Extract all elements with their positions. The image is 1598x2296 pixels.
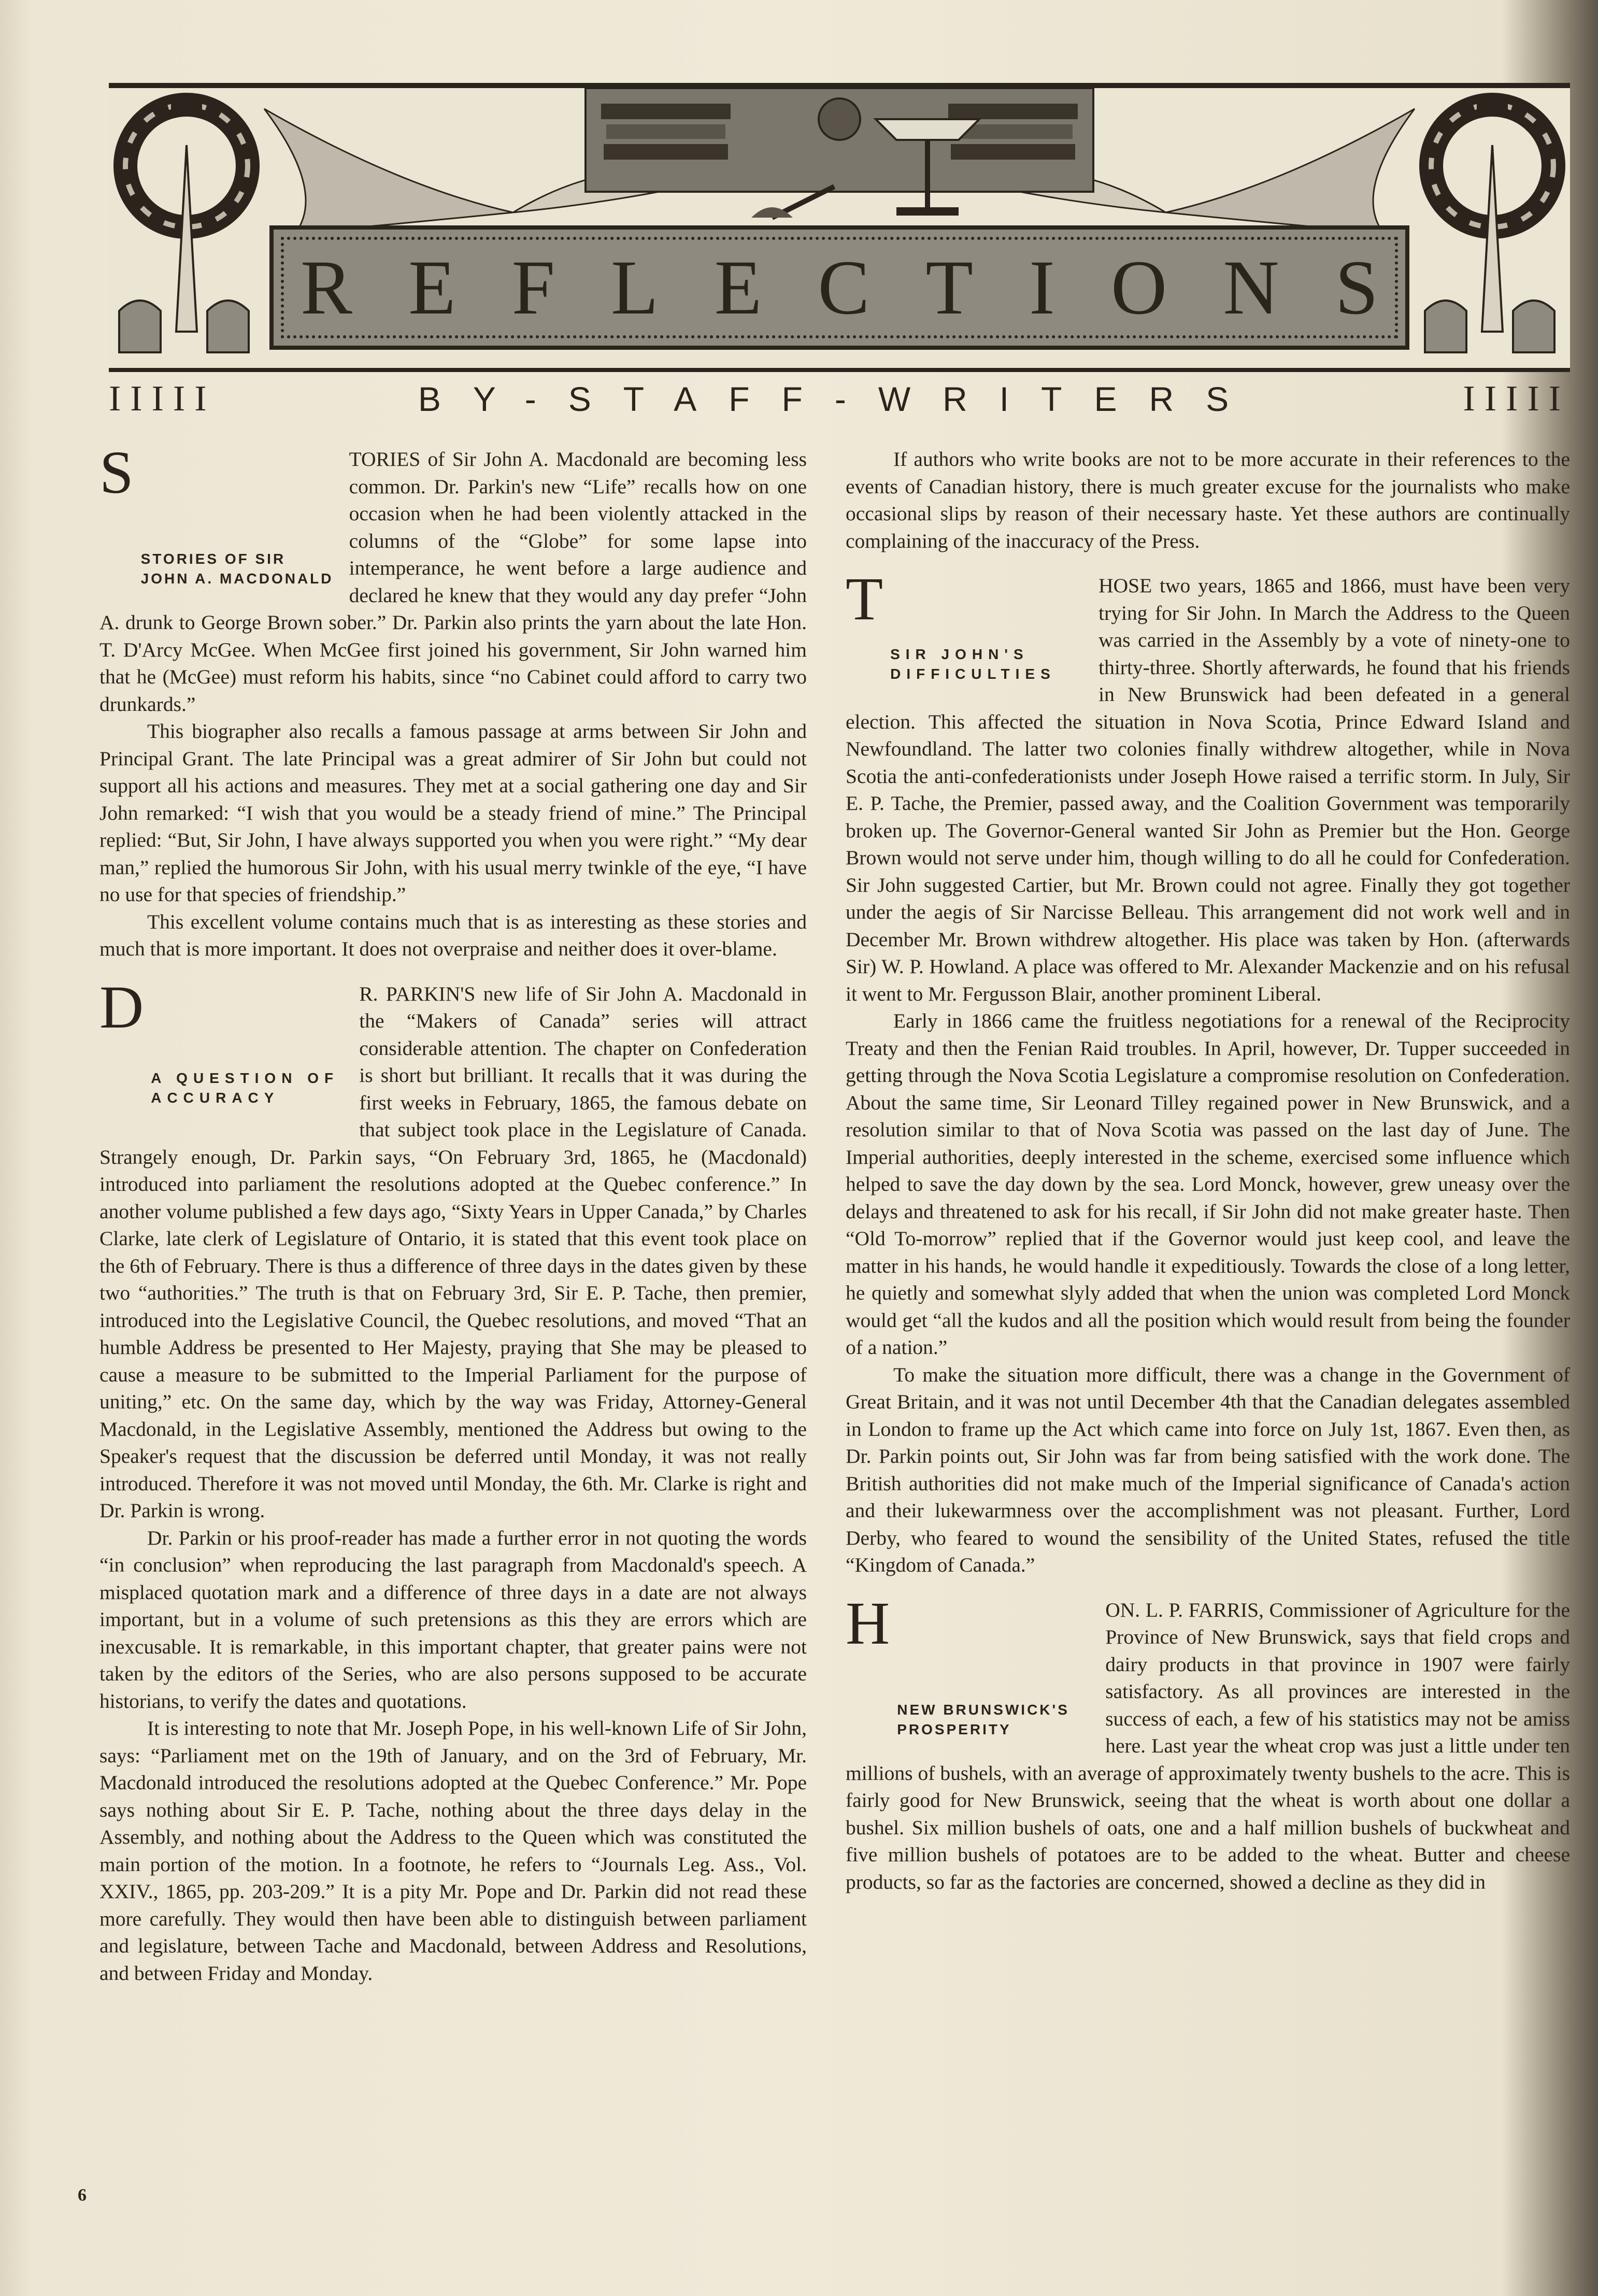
byline-ticks-left: IIIII — [109, 379, 216, 419]
article-sir-johns-difficulties — [846, 565, 1570, 1579]
paragraph: If authors who write books are not to be more accurate in their references to the events of Canadian history, there is much greater excuse for the journalists who make occasional slips by reason of their necessary haste. Yet these authors are continually complaining of the inaccuracy of the Press. — [846, 448, 1570, 552]
drop-cap: D — [99, 973, 144, 1041]
paragraph: Early in 1866 came the fruitless negotiations for a renewal of the Reciprocity Treaty and then the Fenian Raid troubles. In April, however, Dr. Tupper succeeded in getting through the Nova Scotia Legislature a compromise resolution on Confederation. About the same time, Sir Leonard Tilley regained power in New Brunswick, and a resolution similar to that of Nova Scotia was passed on the last day of June. The Imperial authorities, deeply interested in the scheme, exercised some influence which helped to save the day down by the sea. Lord Monck, however, grew uneasy over the delays and threatened to ask for his recall, if Sir John did not make greater haste. Then “Old To-morrow” replied that if the Governor would just keep cool, and leave the matter in his hands, he would handle it expeditiously. Towards the close of a long letter, he quietly and somewhat slyly added that when the union was completed Lord Monck would get “all the kudos and all the position which would result from being the founder of a nation.” — [846, 1009, 1570, 1359]
paragraph: This excellent volume contains much that is as interesting as these stories and much that is more important. It does not overpraise and neither does it over-blame. — [99, 910, 807, 960]
side-heading: NEW BRUNSWICK'S PROSPERITY — [897, 1701, 1069, 1737]
byline-bar — [109, 378, 1570, 420]
paragraph: HOSE two years, 1865 and 1866, must have been very trying for Sir John. In March the Address to the Queen was carried in the Assembly by a vote of ninety-one to thirty-three. Shortly afterwards, he found that his friends in New Brunswick had been defeated in a general election. This affected the situation in Nova Scotia, Prince Edward Island and Newfoundland. The latter two colonies finally withdrew altogether, while in Nova Scotia the anti-confederationists under Joseph Howe raised a terrific storm. In July, Sir E. P. Tache, the Premier, passed away, and the Coalition Government was temporarily broken up. The Governor-General wanted Sir John as Premier but the Hon. George Brown would not serve under him, though willing to do all he could for Confederation. Sir John suggested Cartier, but Mr. Brown could not agree. Finally they got together under the aegis of Sir Narcisse Belleau. This arrangement did not work well and in December Mr. Brown withdrew altogether. His place was taken by Hon. (afterwards Sir) W. P. Howland. A place was offered to Mr. Alexander Mackenzie and on his refusal it went to Mr. Fergusson Blair, another prominent Liberal. — [846, 574, 1570, 1005]
article-question-of-accuracy — [99, 973, 807, 1987]
header-rule-bottom — [109, 368, 1570, 372]
paragraph: Dr. Parkin or his proof-reader has made a further error in not quoting the words “in conclusion” when reproducing the last paragraph from Macdonald's speech. A misplaced quotation mark and a difference of three days in a date are not always important, but in a volume of such pretensions as this they are errors which are inexcusable. It is remarkable, in this important chapter, that greater pains were not taken by the editors of the Series, who are also persons supposed to be accurate historians, to verify the dates and quotations. — [99, 1526, 807, 1713]
side-heading: SIR JOHN'S DIFFICULTIES — [890, 646, 1056, 682]
right-column — [846, 446, 1570, 1895]
title-panel — [269, 225, 1435, 350]
drop-cap: H — [846, 1589, 890, 1657]
paragraph: To make the situation more difficult, there was a change in the Government of Great Britain, and it was not until December 4th that the Canadian delegates assembled in London to frame up the Act which came into force on July 1st, 1867. Even then, as Dr. Parkin points out, Sir John was far from being satisfied with the work done. The British authorities did not make much of the Imperial significance of Canada's action and their lukewarmness over the accomplishment was not pleasant. Further, Lord Derby, who feared to wound the sensibility of the United States, refused the title “Kingdom of Canada.” — [846, 1363, 1570, 1576]
paragraph: R. PARKIN'S new life of Sir John A. Macdonald in the “Makers of Canada” series will attract considerable attention. The chapter on Confederation is short but brilliant. It recalls that it was during the first weeks in February, 1865, the famous debate on that subject took place in the Legislature of Canada. Strangely enough, Dr. Parkin says, “On February 3rd, 1865, he (Macdonald) introduced into parliament the resolutions adopted at the Quebec conference.” In another volume published a few days ago, “Sixty Years in Upper Canada,” by Charles Clarke, late clerk of Legislature of Ontario, it is stated that this event took place on the 6th of February. There is thus a difference of three days in the dates given by these two “authorities.” The truth is that on February 3rd, Sir E. P. Tache, then premier, introduced into the Legislative Council, the Quebec resolutions, and moved “That an humble Address be presented to Her Majesty, praying that She may be pleased to cause a measure to be submitted to the Imperial Parliament for the purpose of uniting,” etc. On the same day, which by the way was Friday, Attorney-General Macdonald, in the Legislative Assembly, mentioned the Address but owing to the Speaker's request that the discussion be deferred until Monday, it was not really introduced. Therefore it was not moved until Monday, the 6th. Mr. Clarke is right and Dr. Parkin is wrong. — [99, 982, 807, 1522]
header-rule-top — [109, 83, 1570, 88]
side-heading: STORIES OF SIR JOHN A. MACDONALD — [140, 551, 334, 587]
article-new-brunswick-prosperity — [846, 1589, 1570, 1896]
paragraph: This biographer also recalls a famous passage at arms between Sir John and Principal Grant. The late Principal was a great admirer of Sir John but could not support all his actions and measures. They met at a social gathering one day and Sir John remarked: “I wish that you would be a steady friend of mine.” The Principal replied: “But, Sir John, I have always supported you when you were right.” “My dear man,” replied the humorous Sir John, with his usual merry twinkle of the eye, “I have no use for that species of friendship.” — [99, 720, 807, 906]
drop-cap: T — [846, 565, 883, 633]
left-column — [99, 438, 807, 1987]
paragraph: TORIES of Sir John A. Macdonald are becoming less common. Dr. Parkin's new “Life” recalls how on one occasion when he had been violently attacked in the columns of the “Globe” for some lapse into intemperance, he went before a large audience and declared he knew that they would any day prefer “John A. drunk to George Brown sober.” Dr. Parkin also prints the yarn about the late Hon. T. D'Arcy McGee. When McGee first joined his government, Sir John warned him that he (McGee) must reform his habits, since “no Cabinet could afford to carry two drunkards.” — [99, 448, 807, 716]
drop-cap: S — [99, 438, 134, 506]
byline: BY-STAFF-WRITERS — [418, 380, 1261, 418]
paragraph: ON. L. P. FARRIS, Commissioner of Agriculture for the Province of New Brunswick, says that field crops and dairy products in that province in 1907 were fairly satisfactory. As all provinces are interested in the success of each, a few of his statistics may not be amiss here. Last year the wheat crop was just a little under ten millions of bushels, with an average of approximately twenty bushels to the acre. This is fairly good for New Brunswick, seeing that the wheat is worth about one dollar a bushel. Six million bushels of oats, one and a half million bushels of buckwheat and five million bushels of potatoes are to be added to the wheat. Butter and cheese products, so far as the factories are concerned, showed a decline as they did in — [846, 1598, 1570, 1893]
side-heading: A QUESTION OF ACCURACY — [151, 1069, 339, 1106]
paragraph: It is interesting to note that Mr. Joseph Pope, in his well-known Life of Sir John, says: “Parliament met on the 19th of January, and on the 3rd of February, Mr. Macdonald introduced the resolutions adopted at the Quebec Conference.” Mr. Pope says nothing about Sir E. P. Tache, nothing about the three days delay in the Assembly, and nothing about the Address to the Queen which was constituted the main portion of the motion. In a footnote, he refers to “Journals Leg. Ass., Vol. XXIV., 1865, pp. 203-209.” It is a pity Mr. Pope and Dr. Parkin did not read these more carefully. They would then have been able to distinguish between parliament and legislature, between Tache and Macdonald, between Address and Resolutions, and between Friday and Monday. — [99, 1717, 807, 1985]
article-authors-accuracy — [846, 446, 1570, 554]
article-stories-of-sir-john — [99, 438, 807, 963]
byline-ticks-right: IIIII — [1463, 379, 1570, 419]
header-banner — [109, 83, 1570, 373]
page-title: REFLECTIONS — [300, 245, 1435, 331]
page-number: 6 — [78, 2186, 87, 2205]
